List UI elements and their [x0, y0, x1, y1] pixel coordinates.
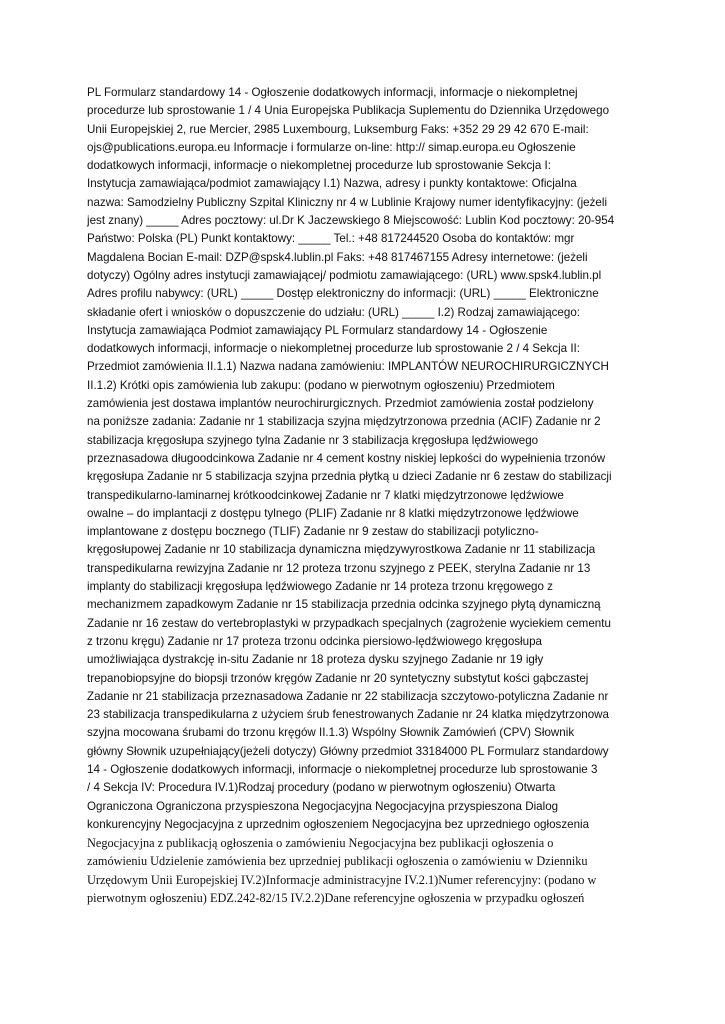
- text-line: Magdalena Bocian E-mail: DZP@spsk4.lublin.pl Faks: +48 817467155 Adresy internetowe: (jeżeli: [87, 250, 588, 264]
- text-line: Negocjacyjna z publikacją ogłoszenia o zamówieniu Negocjacyjna bez publikacji ogłoszenia o: [87, 836, 554, 851]
- text-line: przeznasadowa długoodcinkowa Zadanie nr 4 cement kostny niskiej lepkości do wypełnienia trzonów: [87, 451, 606, 465]
- text-line: implanty do stabilizacji kręgosłupa lędźwiowego Zadanie nr 14 proteza trzonu kręgowego z: [87, 580, 553, 594]
- text-line: transpedikularna rewizyjna Zadanie nr 12 proteza trzonu szyjnego z PEEK, sterylna Zadanie nr 13: [87, 561, 591, 575]
- text-line: Przedmiot zamówienia II.1.1) Nazwa nadana zamówieniu: IMPLANTÓW NEUROCHIRURGICZNYCH: [87, 360, 609, 374]
- text-line: dodatkowych informacji, informacje o niekompletnej procedurze lub sprostowanie Sekcja I:: [87, 159, 551, 173]
- text-line: pierwotnym ogłoszeniu) EDZ.242-82/15 IV.2.2)Dane referencyjne ogłoszenia w przypadku ogłoszeń: [87, 891, 585, 906]
- text-line: zamówieniu Udzielenie zamówienia bez uprzedniej publikacji ogłoszenia o zamówieniu w Dzienniku: [87, 854, 588, 869]
- text-line: nazwa: Samodzielny Publiczny Szpital Kliniczny nr 4 w Lublinie Krajowy numer identyfikacyjny: (jeżeli: [87, 195, 608, 209]
- text-line: z trzonu kręgu) Zadanie nr 17 proteza trzonu odcinka piersiowo-lędźwiowego kręgosłupa: [87, 634, 542, 648]
- text-line: implantowane z dostępu bocznego (TLIF) Zadanie nr 9 zestaw do stabilizacji potyliczno-: [87, 525, 539, 539]
- text-line: owalne – do implantacji z dostępu tylnego (PLIF) Zadanie nr 8 klatki międzytrzonowe lędźwiowe: [87, 506, 579, 520]
- text-line: dodatkowych informacji, informacje o niekompletnej procedurze lub sprostowanie 2 / 4 Sekcja II:: [87, 342, 580, 356]
- text-line: transpedikularno-laminarnej krótkoodcinkowej Zadanie nr 7 klatki międzytrzonowe lędźwiowe: [87, 488, 564, 502]
- text-line: główny Słownik uzupełniający(jeżeli dotyczy) Główny przedmiot 33184000 PL Formularz standardowy: [87, 744, 609, 758]
- text-line: Unii Europejskiej 2, rue Mercier, 2985 Luxembourg, Luksemburg Faks: +352 29 29 42 670 E-mail:: [87, 122, 589, 136]
- text-line: procedurze lub sprostowanie 1 / 4 Unia Europejska Publikacja Suplementu do Dziennika Urzędowego: [87, 104, 610, 118]
- text-line: Instytucja zamawiająca Podmiot zamawiający PL Formularz standardowy 14 - Ogłoszenie: [87, 323, 548, 337]
- text-line: kręgosłupa Zadanie nr 5 stabilizacja szyjna przednia płytką u dzieci Zadanie nr 6 zestaw do stabilizacji: [87, 470, 612, 484]
- text-line: Instytucja zamawiająca/podmiot zamawiający I.1) Nazwa, adresy i punkty kontaktowe: Oficjalna: [87, 177, 577, 191]
- text-line: na poniższe zadania: Zadanie nr 1 stabilizacja szyjna międzytrzonowa przednia (ACIF) Zadanie nr 2: [87, 415, 601, 429]
- text-line: składanie ofert i wniosków o dopuszczenie do udziału: (URL) _____ I.2) Rodzaj zamawiającego:: [87, 305, 581, 319]
- text-line: Państwo: Polska (PL) Punkt kontaktowy: _____ Tel.: +48 817244520 Osoba do kontaktów: mgr: [87, 232, 575, 246]
- text-line: Zadanie nr 21 stabilizacja przeznasadowa Zadanie nr 22 stabilizacja szczytowo-potyliczna Zadanie nr: [87, 689, 609, 703]
- text-line: dotyczy) Ogólny adres instytucji zamawiającej/ podmiotu zamawiającego: (URL) www.spsk4.lublin.pl: [87, 268, 602, 282]
- text-line: kręgosłupowej Zadanie nr 10 stabilizacja dynamiczna międzywyrostkowa Zadanie nr 11 stabilizacja: [87, 543, 596, 557]
- text-line: umożliwiająca dystrakcję in-situ Zadanie nr 18 proteza dysku szyjnego Zadanie nr 19 igły: [87, 653, 544, 667]
- text-line: Ograniczona Ograniczona przyspieszona Negocjacyjna Negocjacyjna przyspieszona Dialog: [87, 799, 559, 813]
- text-line: / 4 Sekcja IV: Procedura IV.1)Rodzaj procedury (podano w pierwotnym ogłoszeniu) Otwarta: [87, 781, 556, 795]
- text-line: 23 stabilizacja transpedikularna z użyciem śrub fenestrowanych Zadanie nr 24 klatka międzytrzonowa: [87, 708, 609, 722]
- text-line: Zadanie nr 16 zestaw do vertebroplastyki w przypadkach specjalnych (zagrożenie wyciekiem cementu: [87, 616, 611, 630]
- text-line: Urzędowym Unii Europejskiej IV.2)Informacje administracyjne IV.2.1)Numer referencyjny: (podano w: [87, 872, 597, 887]
- text-line: mechanizmem zapadkowym Zadanie nr 15 stabilizacja przednia odcinka szyjnego płytą dynamiczną: [87, 598, 601, 612]
- text-line: ojs@publications.europa.eu Informacje i formularze on-line: http:// simap.europa.eu Ogłoszenie: [87, 140, 576, 154]
- text-line: zamówienia jest dostawa implantów neurochirurgicznych. Przedmiot zamówienia został podzielony: [87, 397, 594, 411]
- text-line: PL Formularz standardowy 14 - Ogłoszenie dodatkowych informacji, informacje o niekompletnej: [87, 86, 578, 99]
- text-line: Adres profilu nabywcy: (URL) _____ Dostęp elektroniczny do informacji: (URL) _____ Elektroniczne: [87, 287, 599, 301]
- text-line: jest znany) _____ Adres pocztowy: ul.Dr K Jaczewskiego 8 Miejscowość: Lublin Kod pocztowy: 20-954: [87, 214, 615, 228]
- text-line: szyjna mocowana śrubami do trzonu kręgów II.1.3) Wspólny Słownik Zamówień (CPV) Słownik: [87, 726, 575, 740]
- text-line: stabilizacja kręgosłupa szyjnego tylna Zadanie nr 3 stabilizacja kręgosłupa lędźwiowego: [87, 433, 539, 447]
- text-line: II.1.2) Krótki opis zamówienia lub zakupu: (podano w pierwotnym ogłoszeniu) Przedmiotem: [87, 378, 555, 392]
- text-line: konkurencyjny Negocjacyjna z uprzednim ogłoszeniem Negocjacyjna bez uprzedniego ogłoszenia: [87, 817, 590, 831]
- document-body: [87, 84, 647, 907]
- text-line: trepanobiopsyjne do biopsji trzonów kręgów Zadanie nr 20 syntetyczny substytut kości gąbczastej: [87, 671, 589, 685]
- text-line: 14 - Ogłoszenie dodatkowych informacji, informacje o niekompletnej procedurze lub sprostowanie 3: [87, 762, 598, 776]
